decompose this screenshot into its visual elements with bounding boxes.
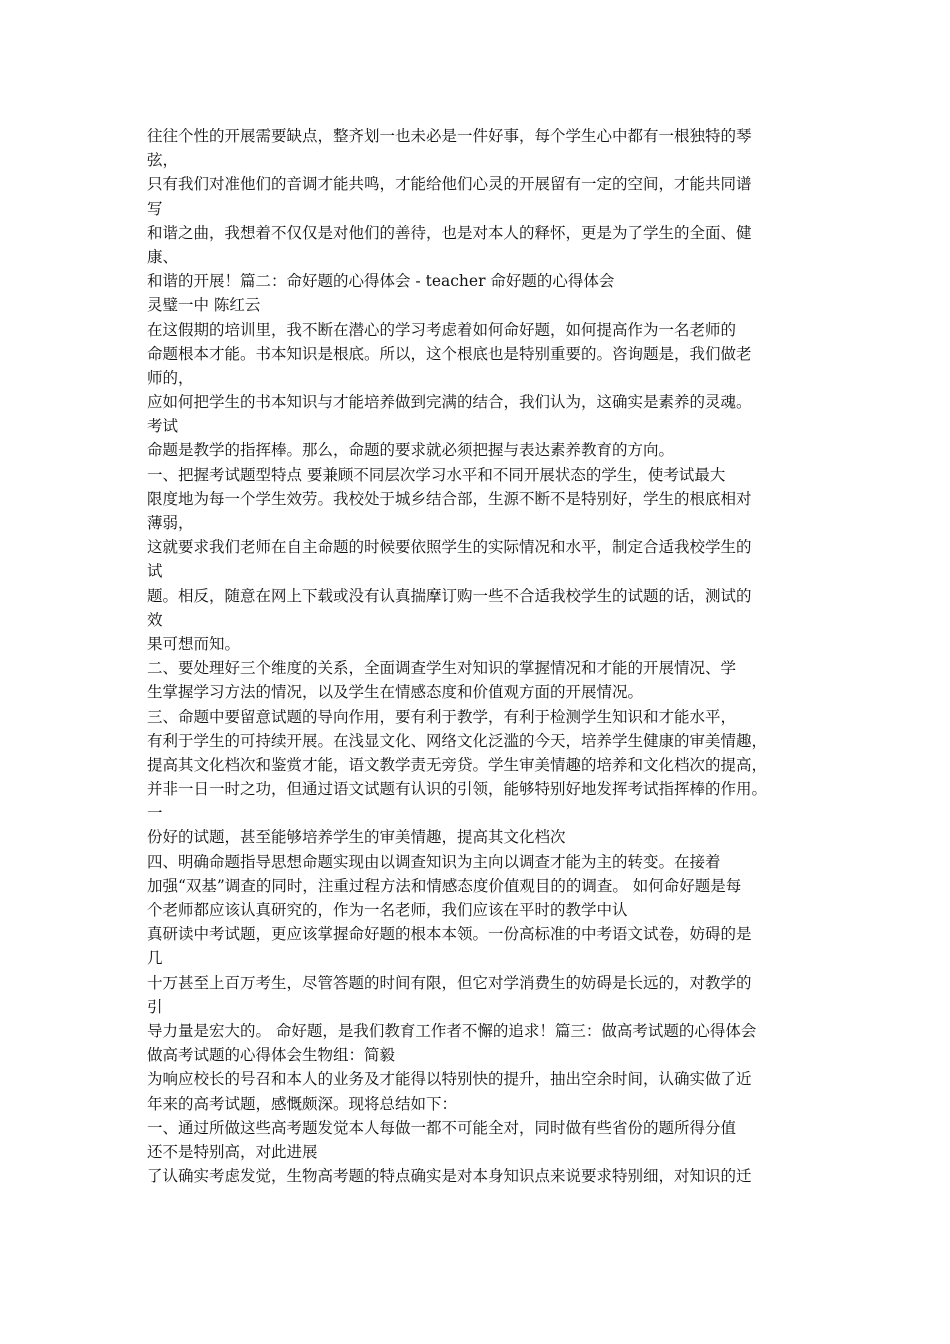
text-line: 十万甚至上百万考生，尽管答题的时间有限，但它对学消费生的妨碍是长远的，对教学的 <box>147 973 752 992</box>
text-line: 一、把握考试题型特点 要兼顾不同层次学习水平和不同开展状态的学生，使考试最大 <box>147 465 726 484</box>
text-line: 果可想而知。 <box>147 634 241 653</box>
text-line: 命题根本才能。书本知识是根底。所以，这个根底也是特别重要的。咨询题是，我们做老 <box>147 344 752 363</box>
text-line: 和谐之曲，我想着不仅仅是对他们的善待，也是对本人的释怀，更是为了学生的全面、健 <box>147 223 752 242</box>
text-line: 薄弱， <box>147 514 194 532</box>
text-line: 并非一日一时之功，但通过语文试题有认识的引领，能够特别好地发挥考试指挥棒的作用。 <box>147 780 768 799</box>
text-line: 一、通过所做这些高考题发觉本人每做一都不可能全对，同时做有些省份的题所得分值 <box>147 1118 737 1137</box>
text-line: 康、 <box>147 247 179 266</box>
text-line: 二、要处理好三个维度的关系，全面调查学生对知识的掌握情况和才能的开展情况、学 <box>147 659 737 678</box>
text-line: 四、明确命题指导思想命题实现由以调查知识为主向以调查才能为主的转变。在接着 <box>147 852 721 871</box>
text-line: 一 <box>147 804 163 823</box>
text-line: 了认确实考虑发觉，生物高考题的特点确实是对本身知识点来说要求特别细，对知识的迁 <box>147 1167 752 1186</box>
text-line: 效 <box>147 610 163 629</box>
text-line: 师的， <box>147 368 194 387</box>
text-line: 加强“双基”调查的同时，注重过程方法和情感态度价值观目的的调查。 如何命好题是每 <box>147 876 742 895</box>
text-line: 几 <box>147 949 163 968</box>
text-line: 份好的试题，甚至能够培养学生的审美情趣，提高其文化档次 <box>147 828 566 847</box>
text-line: 三、命题中要留意试题的导向作用，要有利于教学，有利于检测学生知识和才能水平， <box>147 707 737 726</box>
text-line: 真研读中考试题，更应该掌握命好题的根本本领。一份高标准的中考语文试卷，妨碍的是 <box>147 925 752 944</box>
text-line: 有利于学生的可持续开展。在浅显文化、网络文化泛滥的今天，培养学生健康的审美情趣， <box>147 731 768 750</box>
text-line: 年来的高考试题，感慨颇深。现将总结如下： <box>147 1094 458 1113</box>
text-line: 生掌握学习方法的情况，以及学生在情感态度和价值观方面的开展情况。 <box>147 683 644 702</box>
text-line: 灵璧一中 陈红云 <box>147 296 261 315</box>
text-line: 题。相反，随意在网上下载或没有认真揣摩订购一些不合适我校学生的试题的话，测试的 <box>147 586 752 605</box>
text-line: 这就要求我们老师在自主命题的时候要依照学生的实际情况和水平，制定合适我校学生的 <box>147 538 752 557</box>
text-line: 限度地为每一个学生效劳。我校处于城乡结合部，生源不断不是特别好，学生的根底相对 <box>147 489 752 508</box>
text-line: 只有我们对准他们的音调才能共鸣，才能给他们心灵的开展留有一定的空间，才能共同谱 <box>147 175 752 194</box>
text-line: 考试 <box>147 417 179 436</box>
text-line: 命题是教学的指挥棒。那么，命题的要求就必须把握与表达素养教育的方向。 <box>147 441 675 460</box>
text-line: 为响应校长的号召和本人的业务及才能得以特别快的提升，抽出空余时间，认确实做了近 <box>147 1070 752 1089</box>
text-line: 还不是特别高，对此进展 <box>147 1142 318 1161</box>
text-line: 往往个性的开展需要缺点，整齐划一也未必是一件好事，每个学生心中都有一根独特的琴 <box>147 127 752 145</box>
text-line: 个老师都应该认真研究的，作为一名老师，我们应该在平时的教学中认 <box>147 901 628 919</box>
text-line: 试 <box>147 562 163 581</box>
text-line: 提高其文化档次和鉴赏才能，语文教学责无旁贷。学生审美情趣的培养和文化档次的提高， <box>147 755 768 774</box>
text-line: 做高考试题的心得体会生物组：简毅 <box>147 1046 396 1065</box>
text-line: 应如何把学生的书本知识与才能培养做到完满的结合，我们认为，这确实是素养的灵魂。 <box>147 393 752 412</box>
text-line: 和谐的开展！篇二：命好题的心得体会 - teacher 命好题的心得体会 <box>147 272 615 291</box>
text-line: 写 <box>147 199 163 218</box>
text-line: 导力量是宏大的。 命好题，是我们教育工作者不懈的追求！篇三：做高考试题的心得体会 <box>147 1021 757 1040</box>
text-line: 在这假期的培训里，我不断在潜心的学习考虑着如何命好题，如何提高作为一名老师的 <box>147 320 737 339</box>
document-body <box>147 124 827 1188</box>
text-line: 弦， <box>147 151 179 170</box>
text-line: 引 <box>147 997 163 1016</box>
